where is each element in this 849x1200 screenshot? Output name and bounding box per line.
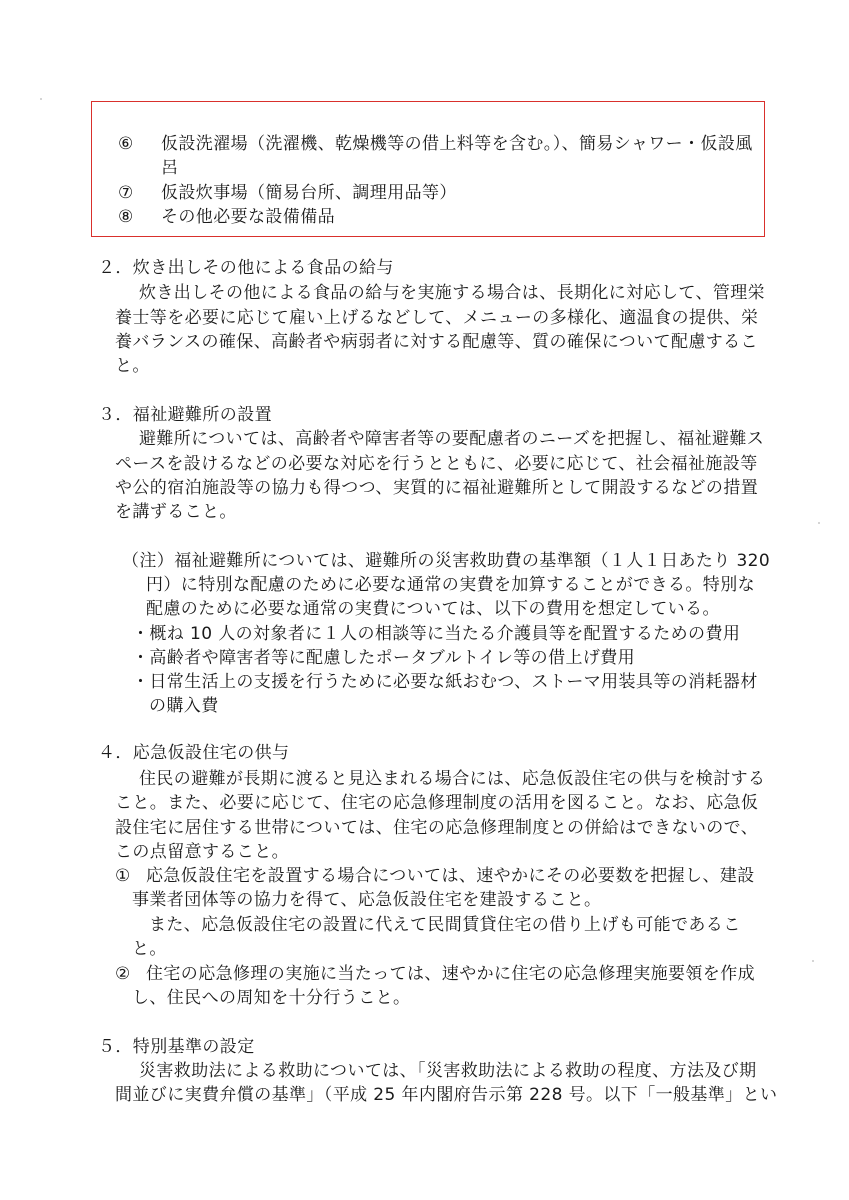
section-heading: ２．炊き出しその他による食品の給与 xyxy=(98,258,394,278)
paragraph-line: 間並びに実費弁償の基準」（平成 25 年内閣府告示第 228 号。以下「一般基準」とい xyxy=(115,1085,778,1105)
paragraph-line: 養士等を必要に応じて雇い上げるなどして、メニューの多様化、適温食の提供、栄 xyxy=(115,308,759,328)
item-line: し、住民への周知を十分行うこと。 xyxy=(132,988,411,1008)
item-number: ⑦ xyxy=(118,183,134,203)
item-number: ⑥ xyxy=(118,134,134,154)
paragraph-line: 避難所については、高齢者や障害者等の要配慮者のニーズを把握し、福祉避難ス xyxy=(139,429,765,449)
bullet-line: ・日常生活上の支援を行うために必要な紙おむつ、ストーマ用装具等の消耗器材 xyxy=(132,672,758,692)
note-line: 配慮のために必要な通常の実費については、以下の費用を想定している。 xyxy=(146,599,720,619)
paragraph-line: や公的宿泊施設等の協力も得つつ、実質的に福祉避難所として開設するなどの措置 xyxy=(115,478,759,498)
bullet-line: の購入費 xyxy=(149,696,219,716)
paragraph-line: この点留意すること。 xyxy=(115,842,289,862)
note-line: （注）福祉避難所については、避難所の災害救助費の基準額（１人１日あたり 320 xyxy=(122,551,771,571)
item-number: ① xyxy=(115,866,131,886)
paragraph-line: と。 xyxy=(115,356,150,376)
paragraph-line: 炊き出しその他による食品の給与を実施する場合は、長期化に対応して、管理栄 xyxy=(139,283,766,303)
paragraph-line: 災害救助法による救助については、「災害救助法による救助の程度、方法及び期 xyxy=(139,1061,757,1081)
paragraph-line: 住民の避難が長期に渡ると見込まれる場合には、応急仮設住宅の供与を検討する xyxy=(139,769,766,789)
item-line: 仮設炊事場（簡易台所、調理用品等） xyxy=(161,183,457,203)
scan-speck xyxy=(812,960,814,962)
section-heading: ４．応急仮設住宅の供与 xyxy=(98,743,290,763)
note-line: 円）に特別な配慮のために必要な通常の実費を加算することができる。特別な xyxy=(146,575,755,595)
scan-speck xyxy=(40,98,42,100)
section-heading: ５．特別基準の設定 xyxy=(98,1037,255,1057)
paragraph-line: 設住宅に居住する世帯については、住宅の応急修理制度との併給はできないので、 xyxy=(115,818,759,838)
paragraph-line: 養バランスの確保、高齢者や病弱者に対する配慮等、質の確保について配慮するこ xyxy=(115,332,758,352)
item-line: また、応急仮設住宅の設置に代えて民間賃貸住宅の借り上げも可能であるこ xyxy=(149,915,741,935)
item-line: 応急仮設住宅を設置する場合については、速やかにその必要数を把握し、建設 xyxy=(146,866,755,886)
item-line: 呂 xyxy=(161,158,179,178)
item-line: と。 xyxy=(132,939,167,959)
paragraph-line: を講ずること。 xyxy=(115,502,237,522)
paragraph-line: ペースを設けるなどの必要な対応を行うとともに、必要に応じて、社会福祉施設等 xyxy=(115,454,758,474)
bullet-line: ・概ね 10 人の対象者に１人の相談等に当たる介護員等を配置するための費用 xyxy=(132,624,741,644)
item-number: ⑧ xyxy=(118,207,134,227)
item-line: その他必要な設備備品 xyxy=(161,207,335,227)
item-line: 事業者団体等の協力を得て、応急仮設住宅を建設すること。 xyxy=(132,890,602,910)
item-line: 仮設洗濯場（洗濯機、乾燥機等の借上料等を含む。）、簡易シャワー・仮設風 xyxy=(161,134,753,154)
bullet-line: ・高齢者や障害者等に配慮したポータブルトイレ等の借上げ費用 xyxy=(132,648,636,668)
section-heading: ３．福祉避難所の設置 xyxy=(98,405,272,425)
item-number: ② xyxy=(115,964,131,984)
paragraph-line: こと。また、必要に応じて、住宅の応急修理制度の活用を図ること。なお、応急仮 xyxy=(115,793,759,813)
scan-speck xyxy=(818,522,820,524)
item-line: 住宅の応急修理の実施に当たっては、速やかに住宅の応急修理実施要領を作成 xyxy=(146,964,755,984)
